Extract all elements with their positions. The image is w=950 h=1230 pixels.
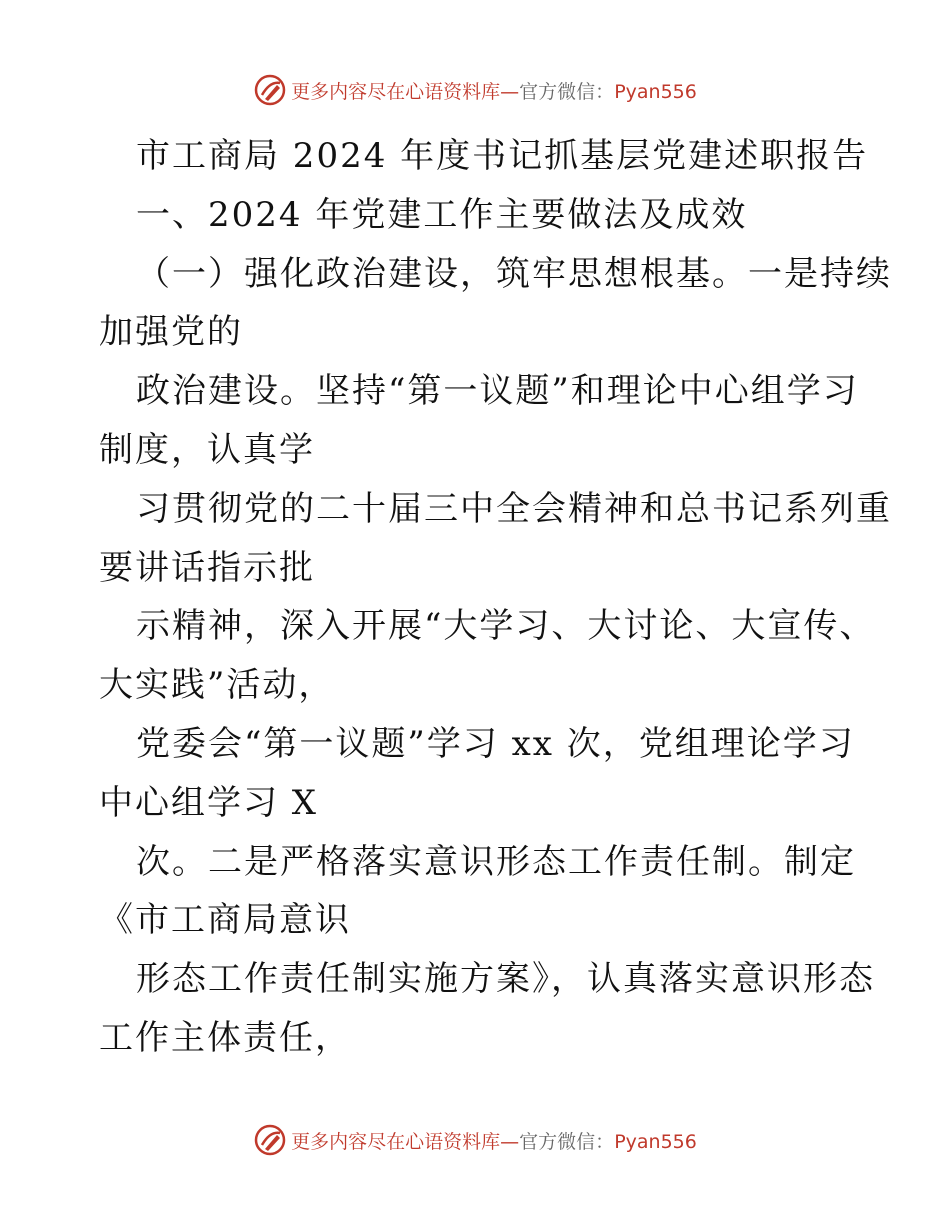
- watermark-wechat-label: 官方微信：: [519, 1130, 615, 1153]
- text-line: 要讲话指示批: [99, 547, 315, 588]
- text-line: 制度，认真学: [99, 429, 315, 470]
- text-line: 次。二是严格落实意识形态工作责任制。制定: [136, 841, 856, 882]
- watermark-site: 更多内容尽在心语资料库—: [291, 80, 520, 103]
- text-line: 中心组学习 X: [99, 782, 319, 823]
- watermark-account: Pyan556: [614, 1130, 697, 1153]
- watermark-text: [291, 1127, 697, 1154]
- text-line: 《市工商局意识: [99, 900, 351, 941]
- watermark-account: Pyan556: [614, 80, 697, 103]
- text-line: 大实践”活动，: [99, 665, 335, 706]
- text-line: 示精神，深入开展“大学习、大讨论、大宣传、: [136, 606, 876, 647]
- text-line: （一）强化政治建设，筑牢思想根基。一是持续: [136, 253, 892, 294]
- text-line: 加强党的: [99, 312, 243, 353]
- text-line: 政治建设。坚持“第一议题”和理论中心组学习: [136, 371, 859, 412]
- text-line: 形态工作责任制实施方案》，认真落实意识形态: [136, 959, 875, 1000]
- watermark-header: [0, 70, 950, 110]
- document-body: [99, 127, 892, 1068]
- pen-logo-icon: [253, 73, 287, 107]
- pen-logo-icon: [253, 1123, 287, 1157]
- text-line: 习贯彻党的二十届三中全会精神和总书记系列重: [136, 488, 892, 529]
- watermark-site: 更多内容尽在心语资料库—: [291, 1130, 520, 1153]
- text-line: 党委会“第一议题”学习 xx 次，党组理论学习: [136, 723, 855, 764]
- document-title: 市工商局 2024 年度书记抓基层党建述职报告: [136, 136, 869, 176]
- section-heading: 一、2024 年党建工作主要做法及成效: [136, 194, 748, 235]
- text-line: 工作主体责任，: [99, 1017, 351, 1058]
- watermark-wechat-label: 官方微信：: [519, 80, 615, 103]
- watermark-text: [291, 77, 697, 104]
- watermark-footer: [0, 1120, 950, 1160]
